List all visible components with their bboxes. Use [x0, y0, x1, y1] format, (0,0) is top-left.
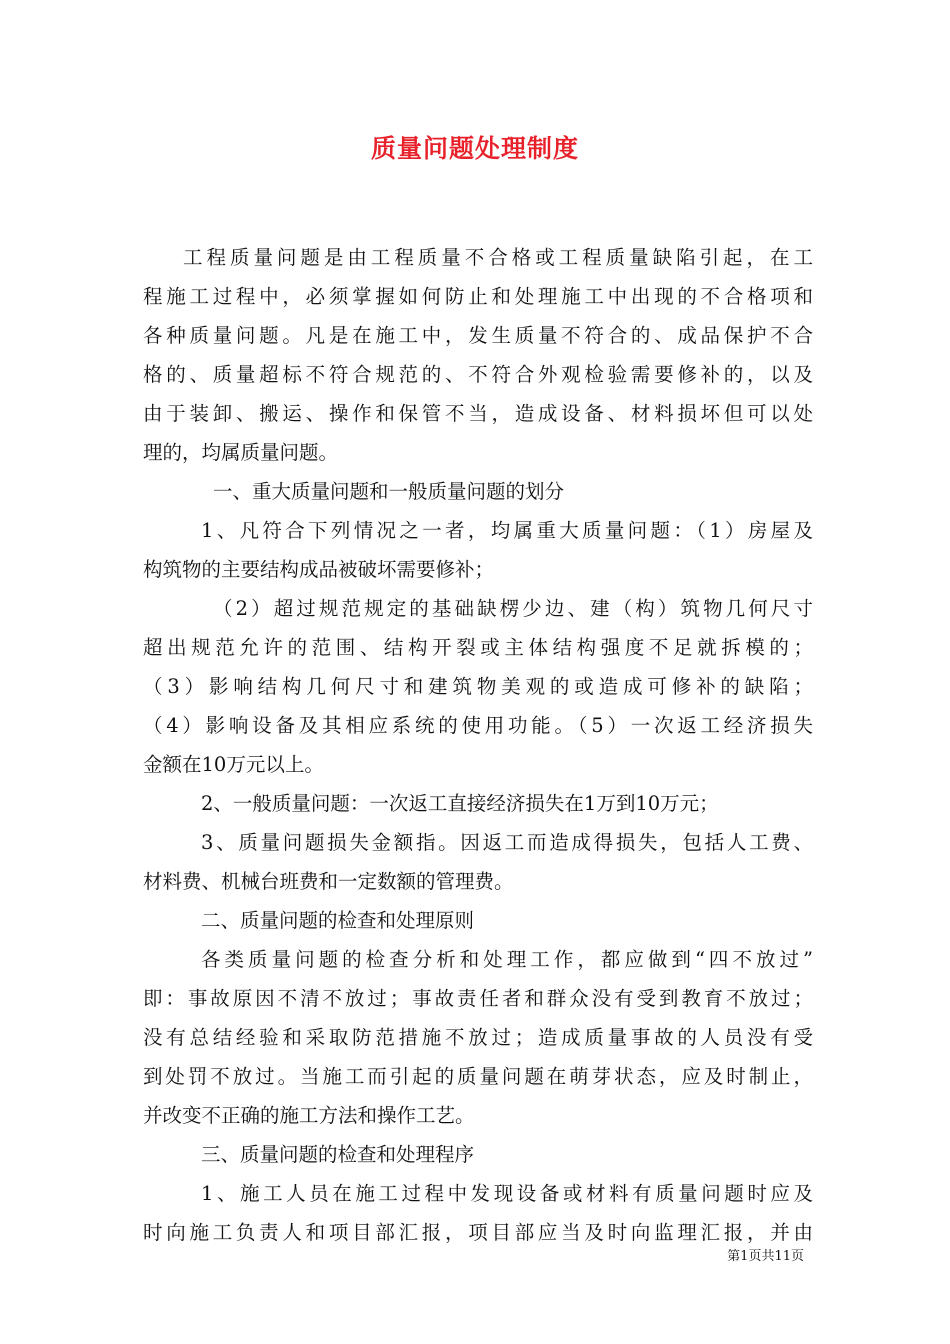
paragraph-line: （3）影响结构几何尺寸和建筑物美观的或造成可修补的缺陷；: [143, 675, 813, 698]
paragraph-line: 2、一般质量问题：一次返工直接经济损失在1万到10万元；: [201, 792, 719, 815]
section-heading: 三、质量问题的检查和处理程序: [201, 1143, 475, 1166]
paragraph-line: 3、质量问题损失金额指。因返工而造成得损失，包括人工费、: [201, 831, 813, 854]
paragraph-line: 即：事故原因不清不放过；事故责任者和群众没有受到教育不放过；: [143, 987, 813, 1010]
section-heading: 一、重大质量问题和一般质量问题的划分: [213, 480, 565, 503]
paragraph-line: 并改变不正确的施工方法和操作工艺。: [143, 1104, 475, 1127]
paragraph-line: 1、凡符合下列情况之一者，均属重大质量问题：（1）房屋及: [201, 519, 813, 542]
paragraph-line: 没有总结经验和采取防范措施不放过；造成质量事故的人员没有受: [143, 1026, 813, 1049]
paragraph-line: 格的、质量超标不符合规范的、不符合外观检验需要修补的，以及: [143, 363, 813, 386]
paragraph-line: （2）超过规范规定的基础缺楞少边、建（构）筑物几何尺寸: [213, 597, 813, 620]
paragraph-line: 程施工过程中，必须掌握如何防止和处理施工中出现的不合格项和: [143, 285, 813, 308]
document-body: [143, 238, 813, 1252]
paragraph-line: 各种质量问题。凡是在施工中，发生质量不符合的、成品保护不合: [143, 324, 813, 347]
paragraph-line: 构筑物的主要结构成品被破坏需要修补；: [143, 558, 495, 581]
paragraph-line: 由于装卸、搬运、操作和保管不当，造成设备、材料损坏但可以处: [143, 402, 813, 425]
section-heading: 二、质量问题的检查和处理原则: [201, 909, 475, 932]
page-number: 第1页共11页: [727, 1249, 804, 1264]
paragraph-line: 材料费、机械台班费和一定数额的管理费。: [143, 870, 514, 893]
paragraph-line: 时向施工负责人和项目部汇报，项目部应当及时向监理汇报，并由: [143, 1221, 813, 1244]
paragraph-line: 理的，均属质量问题。: [143, 441, 339, 464]
paragraph-line: 金额在10万元以上。: [143, 753, 324, 776]
paragraph-line: 超出规范允许的范围、结构开裂或主体结构强度不足就拆模的；: [143, 636, 813, 659]
paragraph-line: 工程质量问题是由工程质量不合格或工程质量缺陷引起，在工: [183, 246, 813, 269]
paragraph-line: 各类质量问题的检查分析和处理工作，都应做到“四不放过”: [201, 948, 813, 971]
paragraph-line: 到处罚不放过。当施工而引起的质量问题在萌芽状态，应及时制止，: [143, 1065, 813, 1088]
document-title: 质量问题处理制度: [370, 134, 579, 163]
paragraph-line: （4）影响设备及其相应系统的使用功能。（5）一次返工经济损失: [143, 714, 813, 737]
paragraph-line: 1、施工人员在施工过程中发现设备或材料有质量问题时应及: [201, 1182, 813, 1205]
